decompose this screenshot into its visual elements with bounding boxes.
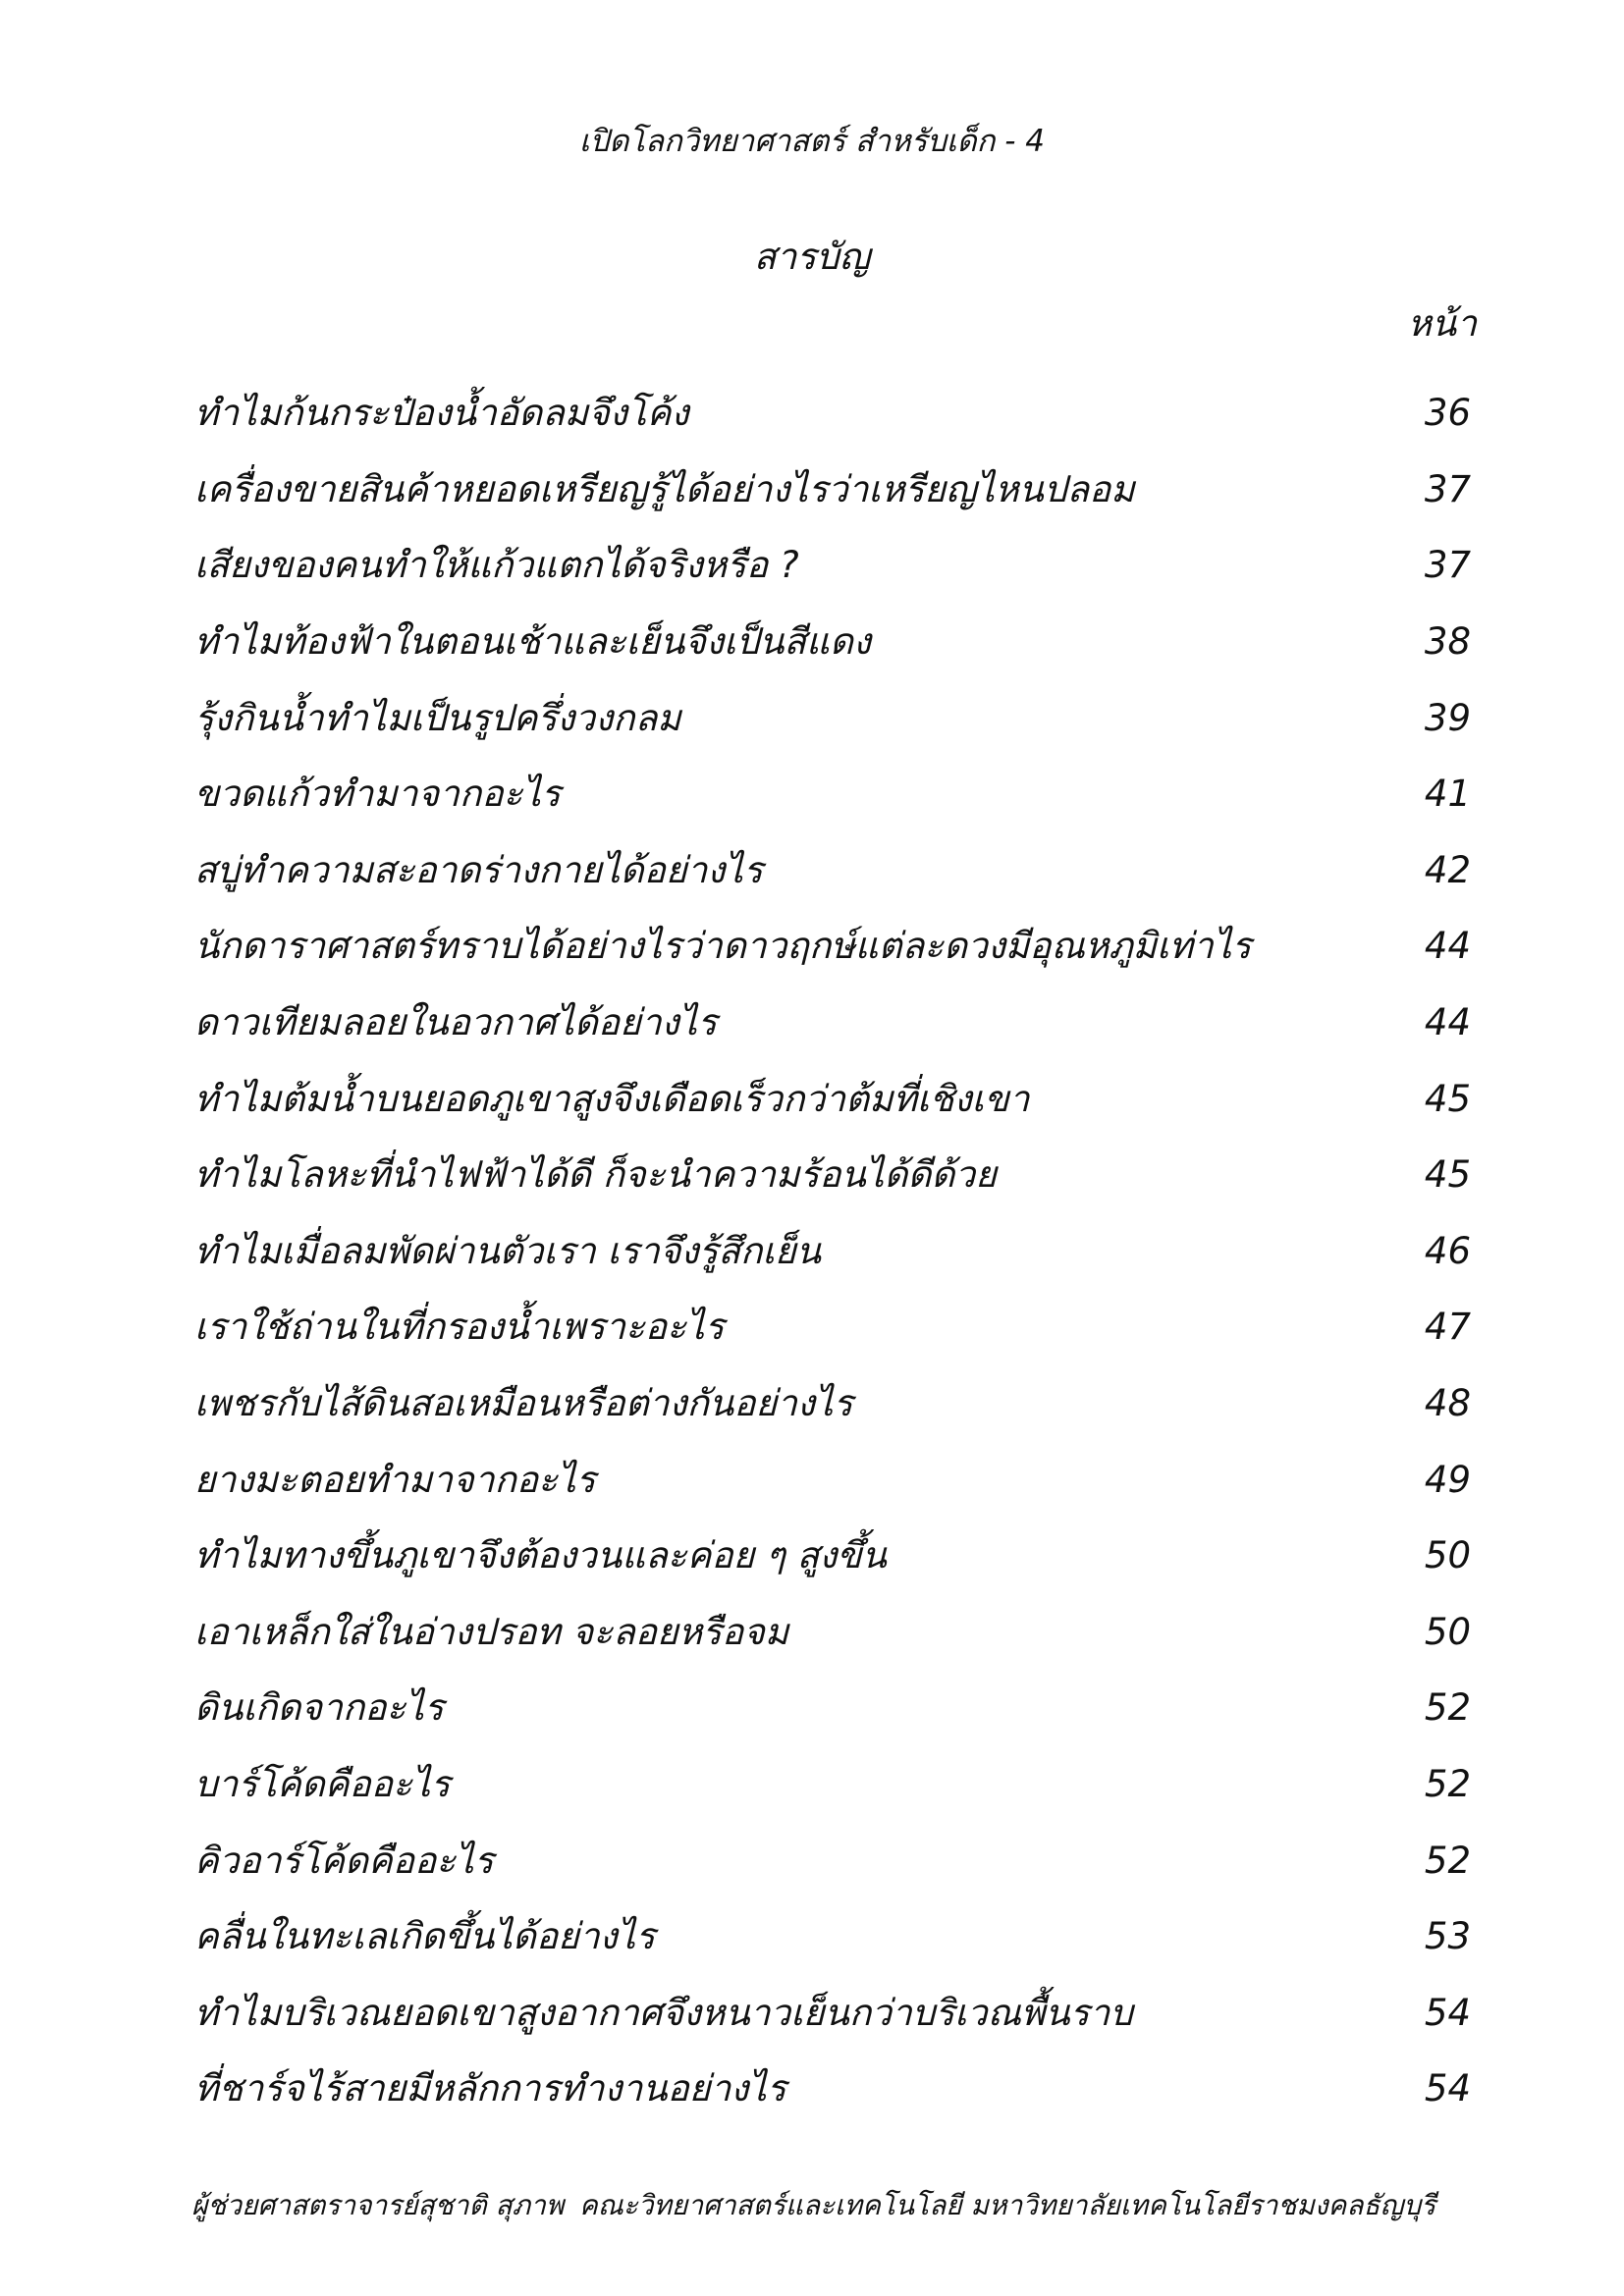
toc-entry bbox=[194, 1670, 1477, 1746]
toc-entry bbox=[194, 679, 1477, 756]
toc-entry bbox=[194, 985, 1477, 1061]
page-column-label: หน้า bbox=[1407, 302, 1477, 345]
toc-entry-page: 41 bbox=[1424, 773, 1471, 816]
toc-entry-page: 49 bbox=[1424, 1458, 1471, 1501]
toc-entry-title: ทำไมก้นกระป๋องน้ำอัดลมจึงโค้ง bbox=[194, 392, 689, 435]
toc-title: สารบัญ bbox=[753, 236, 871, 278]
toc-entry-title: ทำไมบริเวณยอดเขาสูงอากาศจึงหนาวเย็นกว่าบริเวณพื้นราบ bbox=[194, 1991, 1133, 2034]
toc-entry-title: คิวอาร์โค้ดคืออะไร bbox=[194, 1839, 494, 1882]
toc-entry-title: ดาวเทียมลอยในอวกาศได้อย่างไร bbox=[194, 1001, 718, 1044]
toc-entry-title: เครื่องขายสินค้าหยอดเหรียญรู้ได้อย่างไรว่าเหรียญไหนปลอม bbox=[194, 467, 1135, 510]
footer-author: ผู้ช่วยศาสตราจารย์สุชาติ สุภาพ bbox=[191, 2189, 565, 2221]
toc-entry-page: 52 bbox=[1424, 1762, 1471, 1805]
toc-entry bbox=[194, 375, 1477, 452]
toc-entry-title: รุ้งกินน้ำทำไมเป็นรูปครึ่งวงกลม bbox=[194, 696, 681, 739]
toc-entry-page: 37 bbox=[1424, 544, 1471, 587]
toc-entry-page: 42 bbox=[1424, 848, 1471, 891]
toc-entry-title: เอาเหล็กใส่ในอ่างปรอท จะลอยหรือจม bbox=[194, 1610, 789, 1653]
toc-entry bbox=[194, 452, 1477, 528]
table-of-contents bbox=[194, 375, 1477, 2127]
toc-entry-page: 45 bbox=[1424, 1077, 1471, 1120]
toc-entry-page: 52 bbox=[1424, 1686, 1471, 1730]
footer bbox=[191, 2184, 1468, 2227]
toc-entry-page: 44 bbox=[1424, 925, 1471, 968]
toc-entry bbox=[194, 908, 1477, 985]
toc-entry bbox=[194, 1060, 1477, 1137]
toc-entry-title: บาร์โค้ดคืออะไร bbox=[194, 1762, 451, 1805]
toc-entry-title: สบู่ทำความสะอาดร่างกายได้อย่างไร bbox=[194, 848, 763, 891]
toc-entry bbox=[194, 604, 1477, 680]
toc-entry bbox=[194, 832, 1477, 909]
toc-entry bbox=[194, 1365, 1477, 1442]
toc-entry bbox=[194, 1974, 1477, 2051]
toc-entry-page: 54 bbox=[1424, 2067, 1471, 2110]
footer-affiliation: คณะวิทยาศาสตร์และเทคโนโลยี มหาวิทยาลัยเทคโนโลยีราชมงคลธัญบุรี bbox=[579, 2189, 1436, 2221]
toc-entry-title: ทำไมเมื่อลมพัดผ่านตัวเรา เราจึงรู้สึกเย็น bbox=[194, 1229, 822, 1272]
toc-entry-title: ที่ชาร์จไร้สายมีหลักการทำงานอย่างไร bbox=[194, 2067, 786, 2110]
toc-entry bbox=[194, 1518, 1477, 1594]
toc-entry bbox=[194, 1213, 1477, 1290]
toc-entry bbox=[194, 756, 1477, 832]
toc-entry-page: 38 bbox=[1424, 620, 1471, 664]
toc-entry-title: คลื่นในทะเลเกิดขึ้นได้อย่างไร bbox=[194, 1915, 656, 1958]
toc-entry bbox=[194, 1289, 1477, 1365]
toc-entry-title: ทำไมโลหะที่นำไฟฟ้าได้ดี ก็จะนำความร้อนได้ดีด้วย bbox=[194, 1153, 997, 1197]
toc-entry-title: ดินเกิดจากอะไร bbox=[194, 1686, 444, 1730]
toc-entry-page: 52 bbox=[1424, 1839, 1471, 1882]
toc-entry-title: ขวดแก้วทำมาจากอะไร bbox=[194, 773, 561, 816]
toc-entry bbox=[194, 1822, 1477, 1898]
toc-entry-page: 53 bbox=[1424, 1915, 1471, 1958]
toc-entry-page: 54 bbox=[1424, 1991, 1471, 2034]
toc-entry bbox=[194, 2051, 1477, 2127]
toc-entry bbox=[194, 1441, 1477, 1518]
toc-entry-page: 45 bbox=[1424, 1153, 1471, 1197]
toc-entry-title: นักดาราศาสตร์ทราบได้อย่างไรว่าดาวฤกษ์แต่ละดวงมีอุณหภูมิเท่าไร bbox=[194, 925, 1252, 968]
toc-entry bbox=[194, 1137, 1477, 1213]
toc-entry bbox=[194, 527, 1477, 604]
toc-entry-page: 36 bbox=[1424, 392, 1471, 435]
running-header: เปิดโลกวิทยาศาสตร์ สำหรับเด็ก - 4 bbox=[578, 124, 1046, 159]
toc-entry-title: เราใช้ถ่านในที่กรองน้ำเพราะอะไร bbox=[194, 1306, 725, 1349]
toc-entry bbox=[194, 1746, 1477, 1823]
toc-entry-page: 48 bbox=[1424, 1382, 1471, 1425]
toc-entry-page: 47 bbox=[1424, 1306, 1471, 1349]
toc-entry-title: ทำไมทางขึ้นภูเขาจึงต้องวนและค่อย ๆ สูงขึ้น bbox=[194, 1534, 887, 1577]
toc-entry-page: 50 bbox=[1424, 1610, 1471, 1653]
toc-entry-page: 44 bbox=[1424, 1001, 1471, 1044]
toc-entry-title: เพชรกับไส้ดินสอเหมือนหรือต่างกันอย่างไร bbox=[194, 1382, 853, 1425]
toc-entry-page: 37 bbox=[1424, 467, 1471, 510]
toc-entry-page: 46 bbox=[1424, 1229, 1471, 1272]
toc-entry-title: ทำไมต้มน้ำบนยอดภูเขาสูงจึงเดือดเร็วกว่าต้มที่เชิงเขา bbox=[194, 1077, 1030, 1120]
toc-entry-page: 39 bbox=[1424, 696, 1471, 739]
toc-entry-page: 50 bbox=[1424, 1534, 1471, 1577]
toc-entry bbox=[194, 1898, 1477, 1975]
toc-entry-title: เสียงของคนทำให้แก้วแตกได้จริงหรือ ? bbox=[194, 544, 799, 587]
toc-entry-title: ทำไมท้องฟ้าในตอนเช้าและเย็นจึงเป็นสีแดง bbox=[194, 620, 871, 664]
toc-entry-title: ยางมะตอยทำมาจากอะไร bbox=[194, 1458, 596, 1501]
toc-entry bbox=[194, 1594, 1477, 1671]
